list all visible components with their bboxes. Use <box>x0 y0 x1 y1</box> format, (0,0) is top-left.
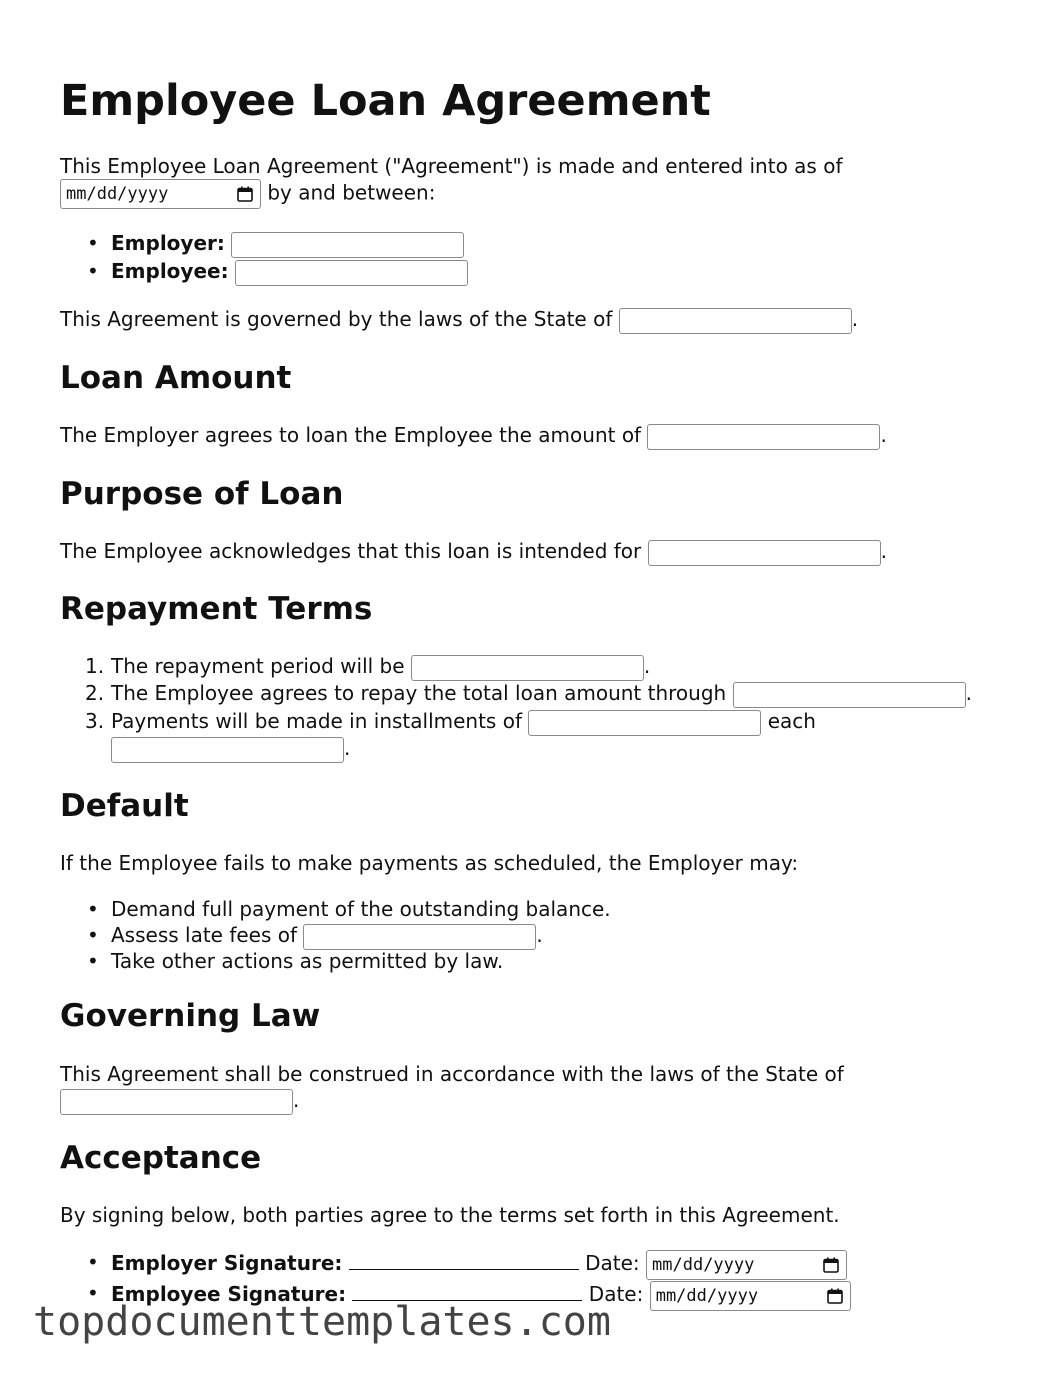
employee-input[interactable] <box>235 260 468 286</box>
watermark: topdocumenttemplates.com <box>33 1299 611 1345</box>
calendar-icon[interactable] <box>827 1288 843 1304</box>
intro-text: This Employee Loan Agreement ("Agreement") is made and entered into as of <box>60 154 843 178</box>
repayment-period-input[interactable] <box>411 655 644 681</box>
date-label: Date: <box>588 1282 644 1306</box>
period: . <box>880 539 887 563</box>
loan-amount-input[interactable] <box>647 424 880 450</box>
employer-date-input[interactable] <box>646 1250 847 1280</box>
intro-after: by and between: <box>267 180 436 205</box>
loan-amount-text: The Employer agrees to loan the Employee the amount of <box>60 423 642 447</box>
acceptance-heading: Acceptance <box>60 1140 262 1176</box>
default-item-3: • Take other actions as permitted by law. <box>111 948 503 974</box>
repayment-text-3: Payments will be made in installments of <box>111 709 522 733</box>
item-number: 2. <box>85 681 105 705</box>
acceptance-text: By signing below, both parties agree to the terms set forth in this Agreement. <box>60 1203 840 1227</box>
purpose-text: The Employee acknowledges that this loan is intended for <box>60 539 642 563</box>
installment-frequency-input[interactable] <box>111 737 344 763</box>
repayment-heading: Repayment Terms <box>60 591 373 627</box>
purpose-input[interactable] <box>648 540 881 566</box>
employee-item <box>111 258 468 286</box>
employer-signature-row <box>111 1249 847 1280</box>
date-placeholder: mm/dd/yyyy <box>655 1285 759 1306</box>
intro-line-2 <box>60 179 435 209</box>
employee-label: Employee: <box>111 259 229 283</box>
default-item-2 <box>111 922 543 950</box>
repayment-method-input[interactable] <box>733 682 966 708</box>
date-placeholder: mm/dd/yyyy <box>652 1254 755 1275</box>
late-fee-input[interactable] <box>303 924 536 950</box>
employer-label: Employer: <box>111 231 225 255</box>
period: . <box>851 307 859 331</box>
repayment-text-2: The Employee agrees to repay the total loan amount through <box>111 681 727 705</box>
state-input[interactable] <box>619 308 852 334</box>
repayment-item-2 <box>85 680 972 708</box>
period: . <box>643 654 651 678</box>
employee-signature-line[interactable] <box>352 1280 582 1301</box>
default-intro: If the Employee fails to make payments as scheduled, the Employer may: <box>60 851 799 875</box>
employer-input[interactable] <box>231 232 464 258</box>
repayment-item-1 <box>85 653 651 681</box>
repayment-item-3-cont <box>111 735 350 763</box>
loan-amount-line <box>60 422 887 450</box>
period: . <box>965 681 972 705</box>
repayment-item-3 <box>85 708 816 736</box>
governing-law-text: This Agreement shall be construed in accordance with the laws of the State of <box>60 1062 844 1086</box>
date-label: Date: <box>585 1251 640 1275</box>
each-text: each <box>767 709 816 733</box>
installment-amount-input[interactable] <box>528 710 761 736</box>
employer-signature-line[interactable] <box>349 1249 579 1270</box>
period: . <box>293 1088 300 1112</box>
item-number: 3. <box>85 709 105 733</box>
default-heading: Default <box>60 788 189 824</box>
purpose-heading: Purpose of Loan <box>60 476 344 512</box>
intro-line <box>60 153 842 179</box>
employer-signature-label: Employer Signature: <box>111 1251 343 1275</box>
employer-item <box>111 230 464 258</box>
governing-law-heading: Governing Law <box>60 998 321 1034</box>
calendar-icon[interactable] <box>823 1257 839 1273</box>
governed-line <box>60 306 858 334</box>
purpose-line <box>60 538 887 566</box>
period: . <box>344 736 351 760</box>
loan-amount-heading: Loan Amount <box>60 360 292 396</box>
repayment-text-1: The repayment period will be <box>111 654 405 678</box>
default-item-1: • Demand full payment of the outstanding balance. <box>111 896 611 922</box>
period: . <box>880 423 887 447</box>
employee-signature-label: Employee Signature: <box>111 1282 347 1306</box>
date-placeholder: mm/dd/yyyy <box>66 184 169 204</box>
period: . <box>536 923 543 947</box>
employee-date-input[interactable] <box>650 1281 851 1311</box>
governing-law-line-2 <box>60 1087 299 1115</box>
item-number: 1. <box>85 654 105 678</box>
agreement-date-input[interactable] <box>60 179 261 209</box>
governing-state-input[interactable] <box>60 1089 293 1115</box>
calendar-icon[interactable] <box>237 186 253 202</box>
governed-text: This Agreement is governed by the laws of the State of <box>60 307 613 331</box>
late-fee-text: Assess late fees of <box>111 923 298 947</box>
page-title: Employee Loan Agreement <box>60 76 711 126</box>
